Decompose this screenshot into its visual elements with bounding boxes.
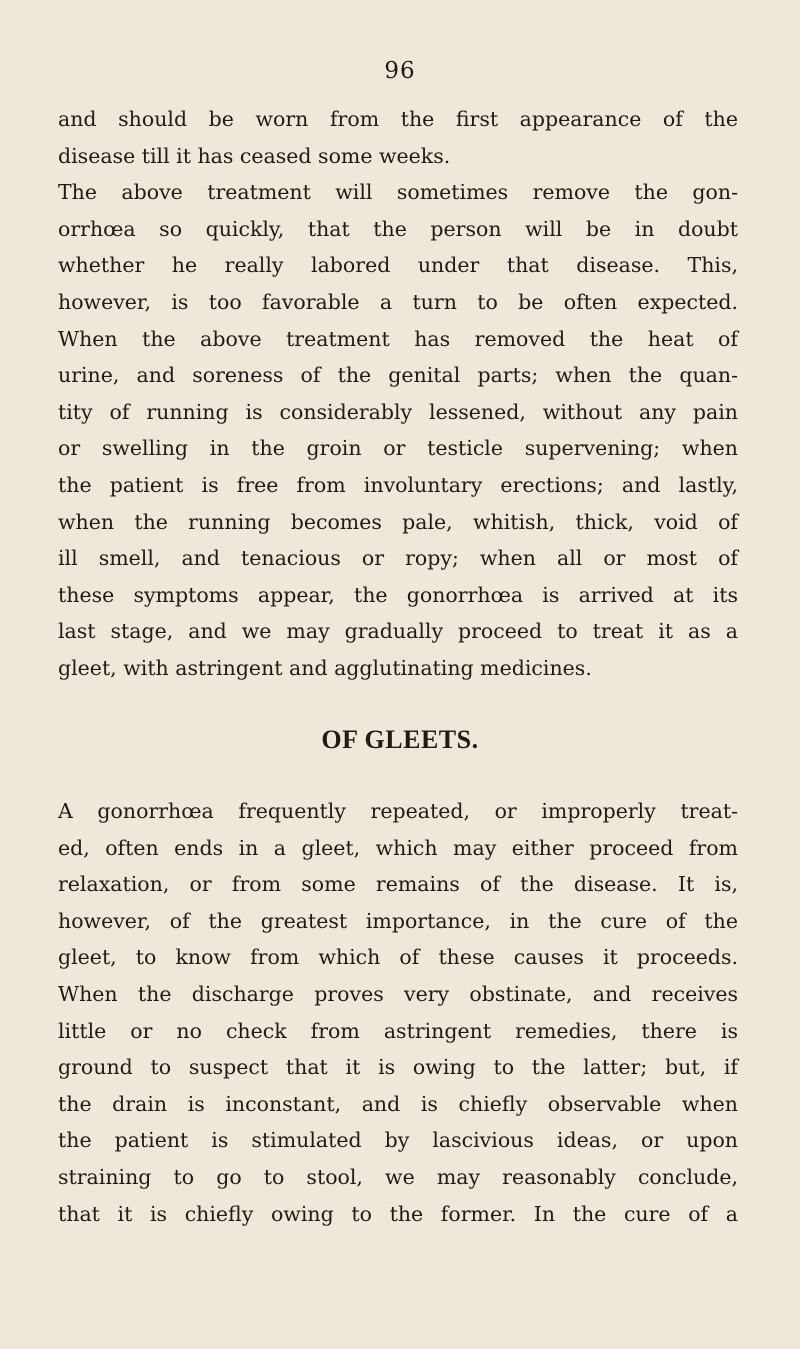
text-line: when the running becomes pale, whitish, thick, void of <box>58 509 738 534</box>
text-line: or swelling in the groin or testicle supervening; when <box>58 436 738 461</box>
text-line: little or no check from astringent remedies, there is <box>58 1018 738 1043</box>
text-line: these symptoms appear, the gonorrhœa is arrived at its <box>58 582 738 607</box>
text-line: gleet, to know from which of these causes it proceeds. <box>58 945 738 970</box>
text-line: gleet, with astringent and agglutinating medicines. <box>58 655 592 680</box>
text-line: however, is too favorable a turn to be often expected. <box>58 289 738 314</box>
text-line: the drain is inconstant, and is chiefly observable when <box>58 1091 738 1116</box>
page-number: 96 <box>384 58 416 84</box>
text-line: ed, often ends in a gleet, which may either proceed from <box>58 835 738 860</box>
text-line: ill smell, and tenacious or ropy; when all or most of <box>58 546 738 571</box>
text-line: and should be worn from the first appearance of the <box>58 107 738 131</box>
text-line: last stage, and we may gradually proceed to treat it as a <box>58 619 738 644</box>
text-line: ground to suspect that it is owing to the latter; but, if <box>58 1055 738 1080</box>
text-line: however, of the greatest importance, in the cure of the <box>58 908 738 933</box>
section-heading: OF GLEETS. <box>321 725 479 754</box>
text-line: When the discharge proves very obstinate, and receives <box>58 981 738 1006</box>
text-line: disease till it has ceased some weeks. <box>58 143 451 168</box>
text-line: When the above treatment has removed the heat of <box>58 326 738 351</box>
text-line: the patient is free from involuntary erections; and lastly, <box>58 472 738 497</box>
text-line: that it is chiefly owing to the former. In the cure of a <box>58 1201 738 1226</box>
paragraph-1 <box>58 101 738 687</box>
text-line: orrhœa so quickly, that the person will be in doubt <box>58 216 738 241</box>
paragraph-2 <box>58 793 738 1232</box>
text-line: straining to go to stool, we may reasonably conclude, <box>58 1164 738 1189</box>
text-line: urine, and soreness of the genital parts; when the quan- <box>58 363 738 388</box>
text-line: tity of running is considerably lessened, without any pain <box>58 399 738 424</box>
text-line: whether he really labored under that disease. This, <box>58 253 738 278</box>
text-line: relaxation, or from some remains of the disease. It is, <box>58 872 738 897</box>
text-line: The above treatment will sometimes remove the gon- <box>58 180 738 205</box>
text-line: A gonorrhœa frequently repeated, or improperly treat- <box>58 799 738 823</box>
text-line: the patient is stimulated by lascivious ideas, or upon <box>58 1128 738 1153</box>
